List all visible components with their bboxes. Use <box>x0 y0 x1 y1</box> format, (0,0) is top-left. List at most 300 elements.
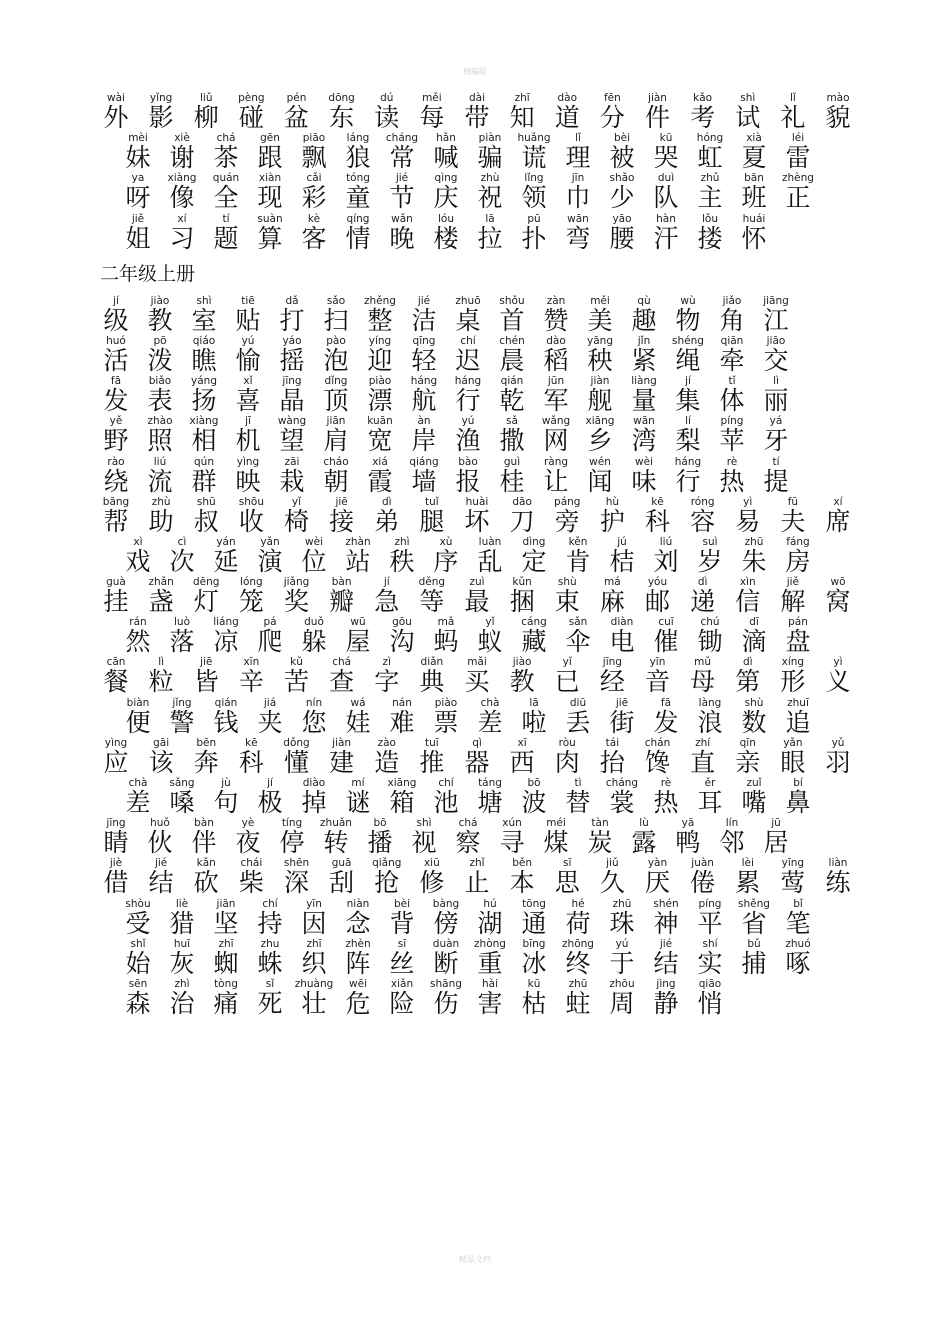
pinyin: làng <box>698 696 722 709</box>
hanzi: 报 <box>455 466 481 496</box>
pinyin: hé <box>571 897 585 910</box>
pinyin: shéng <box>672 334 704 347</box>
char-unit <box>594 576 630 615</box>
char-unit <box>120 616 156 655</box>
char-unit <box>582 456 618 495</box>
hanzi: 湖 <box>477 908 503 938</box>
hanzi: 教 <box>147 305 173 335</box>
hanzi: 领 <box>521 183 547 213</box>
pinyin: gōu <box>392 616 412 629</box>
char-unit <box>648 132 684 171</box>
char-unit <box>560 697 596 736</box>
pinyin: pào <box>326 334 346 347</box>
hanzi: 丝 <box>389 948 415 978</box>
char-unit <box>820 496 856 535</box>
hanzi: 演 <box>257 546 283 576</box>
hanzi: 最 <box>464 587 490 617</box>
pinyin: háng <box>410 375 438 388</box>
pinyin: zhuàng <box>294 977 334 990</box>
char-unit <box>98 335 134 374</box>
hanzi: 急 <box>374 587 400 617</box>
hanzi: 理 <box>565 143 591 173</box>
char-unit <box>692 978 728 1017</box>
pinyin: dì <box>742 656 753 669</box>
pinyin: zhì <box>394 535 410 548</box>
pinyin: ya <box>131 172 145 185</box>
pinyin: sǎo <box>326 294 346 307</box>
pinyin: liàn <box>828 857 848 870</box>
pinyin: mí <box>351 777 365 789</box>
hanzi: 睛 <box>103 828 129 858</box>
pinyin: yǐ <box>562 656 572 669</box>
hanzi: 庆 <box>433 183 459 213</box>
hanzi: 交 <box>763 345 789 375</box>
char-unit <box>279 496 315 535</box>
char-unit <box>714 375 750 414</box>
pinyin: píng <box>698 897 722 910</box>
hanzi: 全 <box>213 183 239 213</box>
hanzi: 藏 <box>521 627 547 657</box>
pinyin: chái <box>240 857 263 870</box>
char-unit <box>758 817 794 856</box>
hanzi: 练 <box>825 868 851 898</box>
hanzi: 池 <box>433 788 459 817</box>
pinyin: shì <box>196 294 212 307</box>
hanzi: 音 <box>644 667 670 697</box>
char-unit <box>98 817 134 856</box>
hanzi: 省 <box>741 908 767 938</box>
pinyin: chí <box>460 334 476 347</box>
char-unit <box>274 817 310 856</box>
char-row <box>98 536 858 576</box>
char-row <box>98 92 858 132</box>
hanzi: 轻 <box>411 345 437 375</box>
pinyin: shù <box>744 696 764 709</box>
pinyin: zhòng <box>474 937 506 950</box>
hanzi: 柳 <box>193 103 219 132</box>
char-unit <box>142 295 178 334</box>
hanzi: 奖 <box>283 587 309 617</box>
hanzi: 便 <box>125 707 151 737</box>
pinyin: dào <box>557 92 578 104</box>
pinyin: jiě <box>131 212 145 225</box>
char-unit <box>758 456 794 495</box>
char-unit <box>230 456 266 495</box>
pinyin: jǐng <box>172 696 192 709</box>
char-unit <box>120 978 156 1017</box>
hanzi: 义 <box>825 667 851 697</box>
hanzi: 抬 <box>599 747 625 777</box>
pinyin: xiá <box>372 455 388 468</box>
char-unit <box>98 737 134 776</box>
hanzi: 买 <box>464 667 490 697</box>
hanzi: 晶 <box>279 386 305 416</box>
pinyin: jiě <box>786 576 800 589</box>
hanzi: 险 <box>389 988 415 1018</box>
char-unit <box>640 737 676 776</box>
pinyin: léi <box>791 132 805 145</box>
pinyin: yāng <box>587 334 613 347</box>
pinyin: tuǐ <box>425 495 439 508</box>
char-unit <box>406 817 442 856</box>
char-unit <box>736 132 772 171</box>
hanzi: 奔 <box>193 747 219 777</box>
char-unit <box>780 536 816 575</box>
char-unit <box>604 536 640 575</box>
char-unit <box>296 938 332 977</box>
hanzi: 悄 <box>697 988 723 1018</box>
char-unit <box>594 656 630 695</box>
char-unit <box>626 295 662 334</box>
char-unit <box>340 938 376 977</box>
char-unit <box>406 295 442 334</box>
hanzi: 被 <box>609 143 635 173</box>
char-unit <box>188 656 224 695</box>
pinyin: wù <box>680 294 696 307</box>
pinyin: jié <box>659 937 673 950</box>
hanzi: 汗 <box>653 223 679 253</box>
pinyin: duàn <box>432 937 460 950</box>
pinyin: bǐ <box>793 897 803 910</box>
char-unit <box>549 496 585 535</box>
hanzi: 绳 <box>675 345 701 375</box>
section-title: 二年级上册 <box>100 262 196 285</box>
hanzi: 屋 <box>345 627 371 657</box>
hanzi: 稻 <box>543 345 569 375</box>
char-unit <box>296 616 332 655</box>
hanzi: 朱 <box>741 546 767 576</box>
pinyin: jiē <box>335 495 348 508</box>
hanzi: 盘 <box>785 627 811 657</box>
char-unit <box>670 335 706 374</box>
char-unit <box>324 656 360 695</box>
hanzi: 蚁 <box>477 627 503 657</box>
pinyin: dēng <box>193 576 220 589</box>
char-unit <box>252 697 288 736</box>
pinyin: xǐ <box>243 375 253 388</box>
pinyin: jí <box>383 576 390 589</box>
char-unit <box>340 616 376 655</box>
pinyin: chà <box>480 696 500 709</box>
char-unit <box>714 456 750 495</box>
pinyin: rè <box>726 455 738 468</box>
char-unit <box>820 857 856 896</box>
hanzi: 数 <box>741 707 767 737</box>
char-unit <box>98 576 134 615</box>
char-unit <box>780 172 816 211</box>
hanzi: 算 <box>257 223 283 253</box>
pinyin: wài <box>107 92 125 104</box>
pinyin: yāo <box>612 212 632 225</box>
char-unit <box>758 375 794 414</box>
pinyin: zhù <box>480 172 500 185</box>
pinyin: kǎo <box>693 92 713 104</box>
hanzi: 躲 <box>301 627 327 657</box>
char-unit <box>538 817 574 856</box>
char-unit <box>143 656 179 695</box>
hanzi: 旁 <box>554 506 580 536</box>
hanzi: 行 <box>455 386 481 416</box>
pinyin: xiāng <box>387 777 417 789</box>
char-unit <box>164 536 200 575</box>
pinyin: lín <box>725 817 739 830</box>
hanzi: 怀 <box>741 223 767 253</box>
char-unit <box>142 817 178 856</box>
pinyin: yáo <box>282 334 302 347</box>
pinyin: tiē <box>241 294 255 307</box>
pinyin: kē <box>651 495 664 508</box>
pinyin: chú <box>700 616 720 629</box>
char-unit <box>296 132 332 171</box>
hanzi: 句 <box>213 788 239 817</box>
pinyin: suì <box>702 535 718 548</box>
hanzi: 网 <box>543 426 569 456</box>
hanzi: 馋 <box>644 747 670 777</box>
pinyin: yì <box>833 656 843 669</box>
hanzi: 弯 <box>565 223 591 253</box>
hanzi: 借 <box>103 868 129 898</box>
hanzi: 迟 <box>455 345 481 375</box>
pinyin: shōu <box>238 495 264 508</box>
pinyin: xí <box>833 495 843 508</box>
pinyin: liè <box>175 897 189 910</box>
char-unit <box>459 656 495 695</box>
char-unit <box>472 616 508 655</box>
pinyin: děng <box>418 576 446 589</box>
pinyin: jí <box>267 777 273 789</box>
char-unit <box>406 456 442 495</box>
pinyin: quán <box>212 172 240 185</box>
pinyin: bàn <box>331 576 352 589</box>
char-unit <box>640 496 676 535</box>
pinyin: fēn <box>603 92 621 104</box>
char-unit <box>143 496 179 535</box>
pinyin: diào <box>302 777 326 789</box>
hanzi: 窝 <box>825 587 851 617</box>
pinyin: qián <box>500 375 524 388</box>
char-row <box>98 415 858 455</box>
hanzi: 泡 <box>323 345 349 375</box>
pinyin: jiē <box>200 656 213 669</box>
char-unit <box>582 335 618 374</box>
hanzi: 试 <box>735 103 761 132</box>
hanzi: 助 <box>148 506 174 536</box>
char-unit <box>472 898 508 937</box>
char-unit <box>538 295 574 334</box>
pinyin: diū <box>569 696 587 709</box>
char-unit <box>582 817 618 856</box>
char-unit <box>230 817 266 856</box>
char-unit <box>230 415 266 454</box>
pinyin: zhuǎn <box>320 817 352 830</box>
pinyin: yá <box>769 415 783 428</box>
hanzi: 邮 <box>644 587 670 617</box>
pinyin: lù <box>639 817 649 830</box>
char-unit <box>736 777 772 816</box>
pinyin: lí <box>685 415 691 428</box>
pinyin: wèi <box>305 535 323 548</box>
pinyin: rè <box>660 777 672 789</box>
hanzi: 绕 <box>103 466 129 496</box>
hanzi: 祝 <box>477 183 503 213</box>
pinyin: jiàn <box>590 375 610 388</box>
hanzi: 顶 <box>323 386 349 416</box>
pinyin: tái <box>605 736 620 749</box>
pinyin: běn <box>512 857 533 870</box>
pinyin: luàn <box>478 535 502 548</box>
char-unit <box>494 817 530 856</box>
hanzi: 蛀 <box>565 988 591 1018</box>
hanzi: 凉 <box>213 627 239 657</box>
hanzi: 实 <box>697 948 723 978</box>
pinyin: kěn <box>568 535 588 548</box>
hanzi: 倦 <box>690 868 716 898</box>
char-unit <box>252 898 288 937</box>
pinyin: jié <box>395 172 409 185</box>
char-unit <box>780 898 816 937</box>
char-unit <box>516 132 552 171</box>
hanzi: 主 <box>697 183 723 213</box>
char-unit <box>279 857 315 896</box>
hanzi: 闻 <box>587 466 613 496</box>
char-unit <box>142 375 178 414</box>
char-unit <box>516 172 552 211</box>
pinyin: tàn <box>591 817 609 830</box>
char-unit <box>120 938 156 977</box>
pinyin: lóng <box>240 576 263 589</box>
pinyin: tíng <box>281 817 303 830</box>
hanzi: 现 <box>257 183 283 213</box>
char-unit <box>549 737 585 776</box>
char-unit <box>604 697 640 736</box>
hanzi: 娃 <box>345 707 371 737</box>
char-unit <box>384 697 420 736</box>
char-unit <box>208 697 244 736</box>
pinyin: yú <box>461 415 475 428</box>
pinyin: tì <box>574 777 582 789</box>
hanzi: 影 <box>148 103 174 132</box>
hanzi: 发 <box>103 386 129 416</box>
hanzi: 挂 <box>103 587 129 617</box>
char-unit <box>324 576 360 615</box>
char-unit <box>142 335 178 374</box>
hanzi: 本 <box>509 868 535 898</box>
hanzi: 莺 <box>780 868 806 898</box>
pinyin: lǒu <box>702 212 718 225</box>
pinyin: shì <box>740 92 756 104</box>
pinyin: lā <box>529 696 539 709</box>
char-unit <box>516 697 552 736</box>
pinyin: dào <box>546 334 566 347</box>
char-unit <box>98 496 134 535</box>
char-unit <box>472 978 508 1017</box>
char-unit <box>472 938 508 977</box>
char-unit <box>362 415 398 454</box>
pinyin: chán <box>644 736 671 749</box>
hanzi: 牵 <box>719 345 745 375</box>
char-row <box>98 132 858 172</box>
pinyin: dì <box>697 576 708 589</box>
pinyin: bèi <box>393 897 411 910</box>
hanzi: 危 <box>345 988 371 1018</box>
hanzi: 站 <box>345 546 371 576</box>
pinyin: yǎn <box>260 535 280 548</box>
char-unit <box>186 456 222 495</box>
hanzi: 砍 <box>193 868 219 898</box>
char-unit <box>384 536 420 575</box>
pinyin: hàn <box>656 212 676 225</box>
hanzi: 渔 <box>455 426 481 456</box>
char-unit <box>504 92 540 131</box>
char-unit <box>516 536 552 575</box>
char-unit <box>670 375 706 414</box>
hanzi: 赞 <box>543 305 569 335</box>
pinyin: dī <box>749 616 759 629</box>
hanzi: 席 <box>825 506 851 536</box>
char-unit <box>758 335 794 374</box>
hanzi: 虹 <box>697 143 723 173</box>
hanzi: 浪 <box>697 707 723 737</box>
hanzi: 塘 <box>477 788 503 817</box>
pinyin: sǐ <box>265 977 275 990</box>
char-unit <box>188 496 224 535</box>
hanzi: 节 <box>389 183 415 213</box>
char-unit <box>324 737 360 776</box>
char-unit <box>685 496 721 535</box>
hanzi: 夏 <box>741 143 767 173</box>
pinyin: háng <box>674 455 702 468</box>
hanzi: 羽 <box>825 747 851 777</box>
pinyin: gēn <box>260 132 280 145</box>
hanzi: 修 <box>419 868 445 898</box>
pinyin: zhōu <box>609 977 635 990</box>
char-unit <box>142 456 178 495</box>
char-unit <box>604 898 640 937</box>
hanzi: 痛 <box>213 988 239 1018</box>
pinyin: qiān <box>720 334 744 347</box>
char-unit <box>692 616 728 655</box>
pinyin: dǎ <box>285 294 299 307</box>
pinyin: cháng <box>385 132 419 145</box>
hanzi: 坏 <box>464 506 490 536</box>
pinyin: yán <box>216 535 236 548</box>
hanzi: 波 <box>521 788 547 817</box>
hanzi: 漂 <box>367 386 393 416</box>
pinyin: mào <box>826 92 850 104</box>
char-unit <box>626 335 662 374</box>
char-unit <box>233 92 269 131</box>
hanzi: 童 <box>345 183 371 213</box>
pinyin: yǐ <box>485 616 495 629</box>
char-unit <box>626 415 662 454</box>
char-unit <box>450 456 486 495</box>
char-unit <box>414 496 450 535</box>
char-unit <box>685 737 721 776</box>
hanzi: 定 <box>521 546 547 576</box>
hanzi: 秩 <box>389 546 415 576</box>
pinyin: jī <box>245 415 251 428</box>
pinyin: xiǎn <box>390 977 414 990</box>
hanzi: 餐 <box>103 667 129 697</box>
pinyin: wǎn <box>391 212 413 225</box>
pinyin: jú <box>617 535 627 548</box>
pinyin: kè <box>307 212 321 225</box>
char-unit <box>120 132 156 171</box>
hanzi: 第 <box>735 667 761 697</box>
hanzi: 灰 <box>169 948 195 978</box>
char-unit <box>428 213 464 252</box>
pinyin: zāi <box>284 455 300 468</box>
